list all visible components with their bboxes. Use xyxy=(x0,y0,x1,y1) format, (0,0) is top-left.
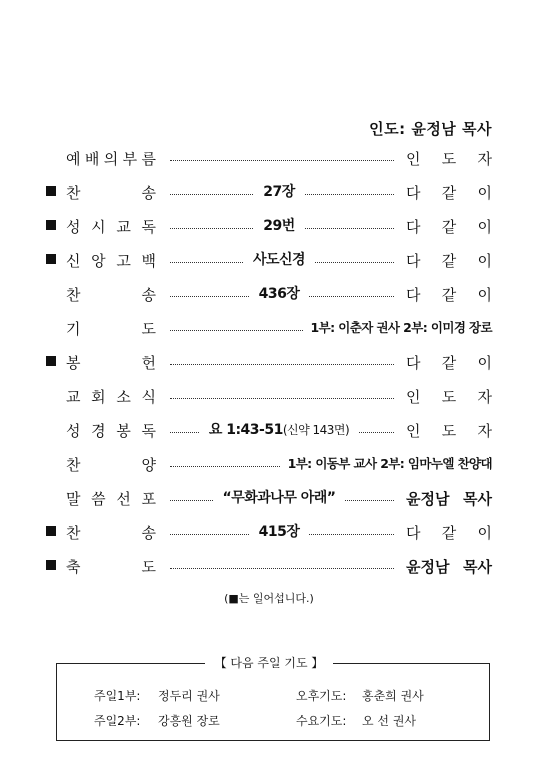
dot-leader xyxy=(170,500,213,501)
prayer-item-value: 오 선 권사 xyxy=(362,714,416,728)
worship-item-detail: 29번 xyxy=(263,218,295,234)
prayer-item-label: 주일2부: xyxy=(94,714,141,728)
standing-marker-icon xyxy=(46,526,56,536)
person-part: 다 xyxy=(406,523,421,542)
worship-row xyxy=(0,318,538,338)
dot-leader xyxy=(170,432,199,433)
name-char: 교 xyxy=(116,217,131,236)
prayer-item-label: 오후기도: xyxy=(296,689,347,703)
worship-item-name xyxy=(66,386,156,406)
worship-item-detail: 요 1:43-51 xyxy=(208,422,283,438)
name-char: 찬 xyxy=(66,183,81,202)
worship-item-person xyxy=(406,352,492,372)
name-char: 성 xyxy=(66,421,81,440)
worship-item-name xyxy=(66,318,156,338)
name-char: 찬 xyxy=(66,523,81,542)
worship-item-person xyxy=(406,182,492,202)
worship-row xyxy=(0,386,538,406)
name-char: 헌 xyxy=(141,353,156,372)
worship-item-person xyxy=(406,250,492,270)
name-char: 의 xyxy=(103,149,119,168)
name-char: 봉 xyxy=(66,353,81,372)
worship-item-detail: 415장 xyxy=(258,524,300,540)
name-char: 예 xyxy=(66,149,81,168)
next-week-prayer-title: 【 다음 주일 기도 】 xyxy=(0,654,538,671)
prayer-item-value: 강흥원 장로 xyxy=(158,714,220,728)
dot-leader xyxy=(170,534,249,535)
standing-marker-icon xyxy=(46,186,56,196)
person-part: 목사 xyxy=(463,489,492,508)
dot-leader xyxy=(170,160,394,161)
worship-item-name xyxy=(66,148,156,168)
person-part: 인 xyxy=(406,149,421,168)
person-part: 같 xyxy=(441,523,457,542)
worship-item-center xyxy=(263,216,295,236)
person-part: 자 xyxy=(477,149,492,168)
name-char: 회 xyxy=(91,387,106,406)
worship-item-name xyxy=(66,522,156,542)
worship-item-name xyxy=(66,284,156,304)
standing-note: (■는 일어섭니다.) xyxy=(224,592,314,605)
worship-item-detail: “무화과나무 아래” xyxy=(222,490,336,506)
worship-item-name xyxy=(66,216,156,236)
worship-item-name xyxy=(66,454,156,474)
worship-item-name xyxy=(66,352,156,372)
worship-item-detail: 436장 xyxy=(258,286,300,302)
standing-marker-icon xyxy=(46,220,56,230)
worship-row xyxy=(0,522,538,542)
worship-row xyxy=(0,420,538,440)
name-char: 봉 xyxy=(116,421,131,440)
name-char: 고 xyxy=(116,251,131,270)
person-part: 다 xyxy=(406,353,421,372)
person-part: 인 xyxy=(406,387,421,406)
worship-item-detail: 사도신경 xyxy=(252,252,306,268)
worship-item-name xyxy=(66,488,156,508)
person-part: 같 xyxy=(441,217,457,236)
dot-leader xyxy=(315,262,394,263)
person-part: 같 xyxy=(441,353,457,372)
person-part: 이 xyxy=(477,523,492,542)
dot-leader xyxy=(309,534,394,535)
dot-leader xyxy=(170,466,280,467)
name-char: 배 xyxy=(84,149,100,168)
worship-row xyxy=(0,352,538,372)
worship-row xyxy=(0,216,538,236)
name-char: 송 xyxy=(141,285,156,304)
worship-item-name xyxy=(66,250,156,270)
standing-marker-icon xyxy=(46,560,56,570)
worship-item-person xyxy=(406,148,492,168)
person-part: 이 xyxy=(477,183,492,202)
worship-item-person xyxy=(406,522,492,542)
worship-item-person xyxy=(406,216,492,236)
worship-item-person xyxy=(406,488,492,508)
worship-item-detail: 27장 xyxy=(263,184,295,200)
name-char: 선 xyxy=(116,489,131,508)
worship-item-center xyxy=(259,284,300,304)
name-char: 교 xyxy=(66,387,81,406)
worship-item-person: 1부: 이춘자 권사 2부: 이미경 장로 xyxy=(310,320,492,335)
name-char: 독 xyxy=(141,217,156,236)
name-char: 찬 xyxy=(66,285,81,304)
person-part: 자 xyxy=(477,387,492,406)
name-char: 신 xyxy=(66,251,81,270)
person-part: 도 xyxy=(441,149,457,168)
person-part: 이 xyxy=(477,251,492,270)
name-char: 부 xyxy=(122,149,138,168)
worship-row xyxy=(0,148,538,168)
prayer-item-label: 수요기도: xyxy=(296,714,347,728)
worship-row xyxy=(0,284,538,304)
dot-leader xyxy=(309,296,394,297)
person-part: 도 xyxy=(441,421,457,440)
standing-marker-icon xyxy=(46,254,56,264)
person-part: 다 xyxy=(406,217,421,236)
name-char: 성 xyxy=(66,217,81,236)
worship-item-center xyxy=(259,522,300,542)
person-part: 자 xyxy=(477,421,492,440)
person-part: 다 xyxy=(406,285,421,304)
dot-leader xyxy=(170,568,394,569)
worship-item-name xyxy=(66,182,156,202)
prayer-item-value: 홍춘희 권사 xyxy=(362,689,424,703)
person-part: 윤정남 xyxy=(406,489,450,508)
worship-item-person xyxy=(406,556,492,576)
worship-item-person xyxy=(406,420,492,440)
worship-item-center xyxy=(263,182,295,202)
person-part: 다 xyxy=(406,183,421,202)
dot-leader xyxy=(170,364,394,365)
dot-leader xyxy=(170,398,394,399)
name-char: 식 xyxy=(141,387,156,406)
dot-leader xyxy=(305,228,394,229)
worship-item-person xyxy=(406,284,492,304)
person-part: 도 xyxy=(441,387,457,406)
name-char: 독 xyxy=(141,421,156,440)
name-char: 축 xyxy=(66,557,81,576)
dot-leader xyxy=(170,262,243,263)
prayer-item-label: 주일1부: xyxy=(94,689,141,703)
name-char: 도 xyxy=(141,319,156,338)
standing-marker-icon xyxy=(46,356,56,366)
name-char: 앙 xyxy=(91,251,106,270)
person-part: 인 xyxy=(406,421,421,440)
person-part: 다 xyxy=(406,251,421,270)
dot-leader xyxy=(170,228,253,229)
person-part: 같 xyxy=(441,183,457,202)
worship-row xyxy=(0,250,538,270)
dot-leader xyxy=(170,296,249,297)
person-part: 윤정남 xyxy=(406,557,450,576)
dot-leader xyxy=(345,500,394,501)
person-part: 같 xyxy=(441,285,457,304)
prayer-item-value: 정두리 권사 xyxy=(158,689,220,703)
name-char: 송 xyxy=(141,183,156,202)
name-char: 도 xyxy=(141,557,156,576)
person-part: 이 xyxy=(477,285,492,304)
name-char: 시 xyxy=(91,217,106,236)
worship-item-center xyxy=(209,420,349,440)
worship-leader: 인도: 윤정남 목사 xyxy=(369,120,492,138)
person-part: 같 xyxy=(441,251,457,270)
name-char: 름 xyxy=(141,149,156,168)
name-char: 말 xyxy=(66,489,81,508)
worship-row xyxy=(0,488,538,508)
name-char: 포 xyxy=(141,489,156,508)
worship-item-name xyxy=(66,556,156,576)
worship-row xyxy=(0,556,538,576)
worship-item-person xyxy=(406,386,492,406)
worship-row xyxy=(0,182,538,202)
worship-item-center xyxy=(253,250,305,270)
name-char: 송 xyxy=(141,523,156,542)
name-char: 경 xyxy=(91,421,106,440)
name-char: 씀 xyxy=(91,489,106,508)
dot-leader xyxy=(359,432,394,433)
name-char: 소 xyxy=(116,387,131,406)
worship-item-center xyxy=(223,488,336,508)
dot-leader xyxy=(170,194,253,195)
name-char: 찬 xyxy=(66,455,81,474)
worship-item-name xyxy=(66,420,156,440)
dot-leader xyxy=(170,330,303,331)
name-char: 기 xyxy=(66,319,81,338)
person-part: 목사 xyxy=(463,557,492,576)
worship-row xyxy=(0,454,538,474)
name-char: 백 xyxy=(141,251,156,270)
worship-item-person: 1부: 이동부 교사 2부: 임마누엘 찬양대 xyxy=(287,456,492,471)
person-part: 이 xyxy=(477,217,492,236)
worship-item-note: (신약 143면) xyxy=(282,423,350,437)
person-part: 이 xyxy=(477,353,492,372)
name-char: 양 xyxy=(141,455,156,474)
dot-leader xyxy=(305,194,394,195)
